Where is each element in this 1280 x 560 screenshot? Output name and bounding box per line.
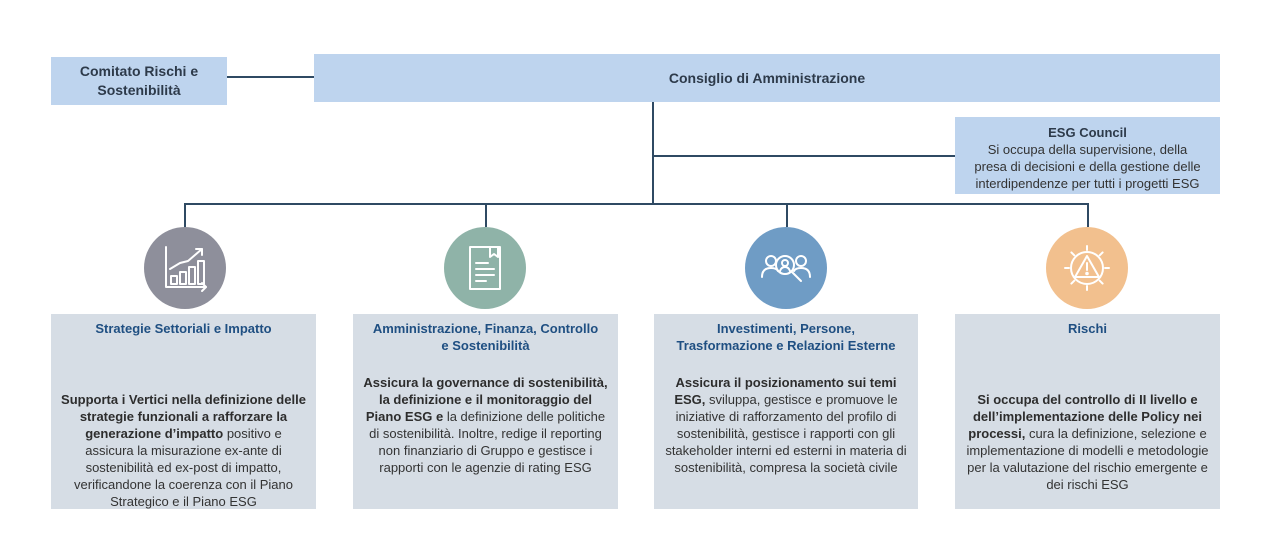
esg-council-desc-3: interdipendenze per tutti i progetti ESG xyxy=(975,176,1200,191)
esg-council-box xyxy=(955,117,1220,194)
connector-drop-2 xyxy=(485,203,487,227)
card-title xyxy=(664,320,908,354)
connector-drop-1 xyxy=(184,203,186,227)
card-desc-rest: la definizione delle politiche di sostenibilità. Inoltre, redige il reporting non finanziario di Gruppo e gestisce i rapporti con le agenzie di rating ESG xyxy=(369,409,606,475)
card-desc-rest: sviluppa, gestisce e promuove le iniziative di rafforzamento del profilo di sostenibilità, gestisce i rapporti con gli stakeholder interni ed esterni in materia di sostenibilità, compresa la società civile xyxy=(665,392,907,475)
card-strategie xyxy=(51,314,316,509)
connector-esg xyxy=(652,155,955,157)
card-title-line: Trasformazione e Relazioni Esterne xyxy=(676,338,896,353)
warning-gear-icon xyxy=(1046,227,1128,309)
card-desc-bold: Assicura il posizionamento sui temi ESG, xyxy=(674,375,897,407)
consiglio-title: Consiglio di Amministrazione xyxy=(668,70,866,86)
connector-drop-3 xyxy=(786,203,788,227)
connector-trunk xyxy=(652,102,654,204)
card-desc-bold: Assicura la governance di sostenibilità, la definizione e il monitoraggio del Piano ESG e xyxy=(363,375,608,424)
card-title-line: Amministrazione, Finanza, Controllo xyxy=(372,321,599,336)
card-title-line: Investimenti, Persone, xyxy=(717,321,855,336)
card-description xyxy=(965,391,1210,493)
card-amministrazione xyxy=(353,314,618,509)
comitato-rischi-box xyxy=(51,57,227,105)
card-rischi xyxy=(955,314,1220,509)
card-investimenti xyxy=(654,314,918,509)
esg-council-desc-1: Si occupa della supervisione, della xyxy=(987,142,1188,157)
card-desc-rest: positivo e assicura la misurazione ex-ante di sostenibilità ed ex-post di impatto, verificandone la coerenza con il Piano Strategico e il Piano ESG xyxy=(74,426,293,509)
card-title-line: Strategie Settoriali e Impatto xyxy=(95,321,272,336)
card-desc-rest: cura la definizione, selezione e implementazione di modelli e metodologie per la valutazione del rischio emergente e dei rischi ESG xyxy=(966,426,1209,492)
card-title xyxy=(363,320,608,354)
card-title xyxy=(61,320,306,354)
card-description xyxy=(664,374,908,476)
card-desc-bold: Supporta i Vertici nella definizione delle strategie funzionali a rafforzare la generazione d’impatto xyxy=(61,392,306,441)
chart-growth-icon xyxy=(144,227,226,309)
card-description xyxy=(61,391,306,510)
card-description xyxy=(363,374,608,476)
card-title-line: e Sostenibilità xyxy=(441,338,530,353)
people-search-icon xyxy=(745,227,827,309)
connector-drop-4 xyxy=(1087,203,1089,227)
comitato-line-2: Sostenibilità xyxy=(97,82,181,98)
card-title xyxy=(965,320,1210,354)
card-desc-bold: Si occupa del controllo di II livello e dell’implementazione delle Policy nei processi, xyxy=(968,392,1202,441)
connector-comitato-consiglio xyxy=(227,76,314,78)
document-icon xyxy=(444,227,526,309)
esg-council-title: ESG Council xyxy=(1048,125,1127,140)
consiglio-box xyxy=(314,54,1220,102)
comitato-line-1: Comitato Rischi e xyxy=(79,63,199,79)
esg-council-desc-2: presa di decisioni e della gestione delle xyxy=(974,159,1201,174)
connector-horizontal xyxy=(184,203,1088,205)
card-title-line: Rischi xyxy=(1067,321,1107,336)
